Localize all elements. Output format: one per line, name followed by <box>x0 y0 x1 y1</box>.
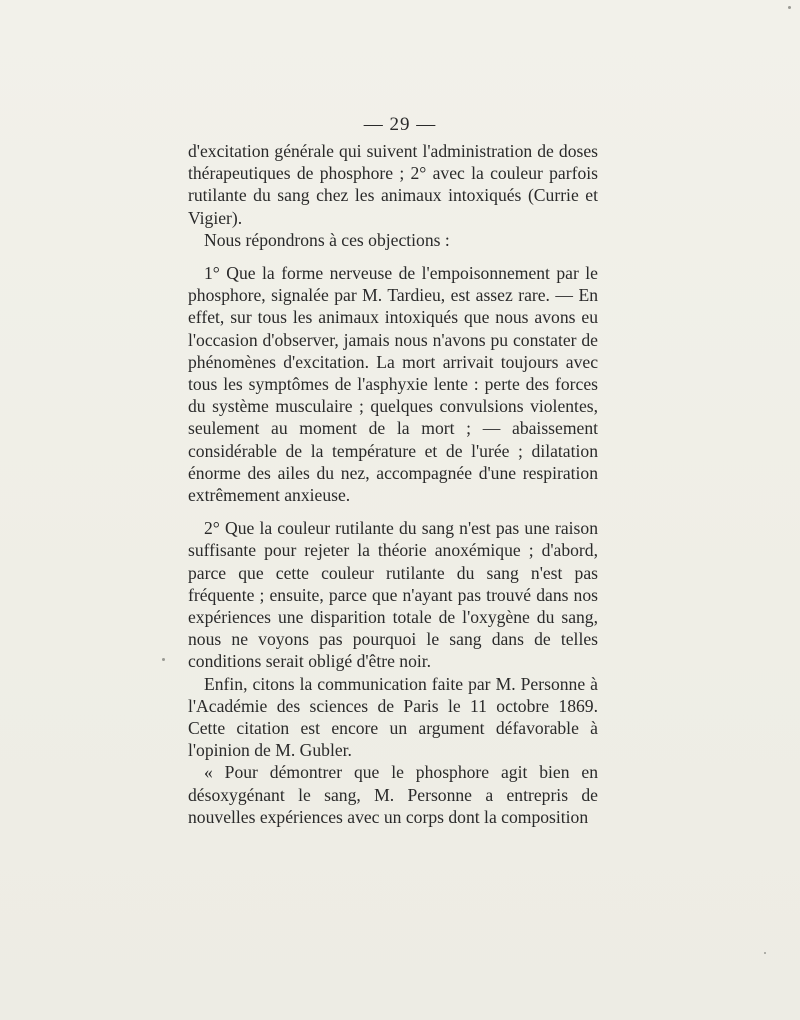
paragraph-citation: Enfin, citons la communication faite par M. Personne à l'Académie des sciences de Paris le 11 octobre 1869. Cette citation est encore un argument défavorable à l'opinion de M. Gubler. <box>188 673 598 761</box>
paragraph-point-one: 1° Que la forme nerveuse de l'empoisonnement par le phosphore, signalée par M. Tardieu, est assez rare. — En effet, sur tous les animaux intoxiqués que nous avons eu l'occasion d'observer, jamais nous n'avons pu constater de phénomènes d'excitation. La mort arrivait toujours avec tous les symptômes de l'asphyxie lente : perte des forces du système musculaire ; quelques convulsions violentes, seulement au moment de la mort ; — abaissement considérable de la température et de l'urée ; dilatation énorme des ailes du nez, accompagnée d'une respiration extrêmement anxieuse. <box>188 263 598 506</box>
body-text <box>188 140 598 828</box>
page-number: — 29 — <box>363 114 437 135</box>
paragraph-objections: Nous répondrons à ces objections : <box>204 229 450 250</box>
paragraph-excitation: d'excitation générale qui suivent l'administration de doses thérapeutiques de phosphore ; 2° avec la couleur parfois rutilante du sang chez les animaux intoxiqués (Currie et Vigier). <box>188 141 598 228</box>
paper-speck <box>162 658 165 661</box>
paper-speck <box>764 952 766 954</box>
paragraph-point-two: 2° Que la couleur rutilante du sang n'est pas une raison suffisante pour rejeter la théorie anoxémique ; d'abord, parce que cette couleur rutilante du sang n'est pas fréquente ; ensuite, parce que n'ayant pas trouvé dans nos expériences une disparition totale de l'oxygène du sang, nous ne voyons pas pourquoi le sang dans de telles conditions serait obligé d'être noir. <box>188 518 598 672</box>
paragraph-quote: « Pour démontrer que le phosphore agit bien en désoxygénant le sang, M. Personne a entrepris de nouvelles expériences avec un corps dont la composition <box>188 762 598 827</box>
paper-speck <box>788 6 791 9</box>
